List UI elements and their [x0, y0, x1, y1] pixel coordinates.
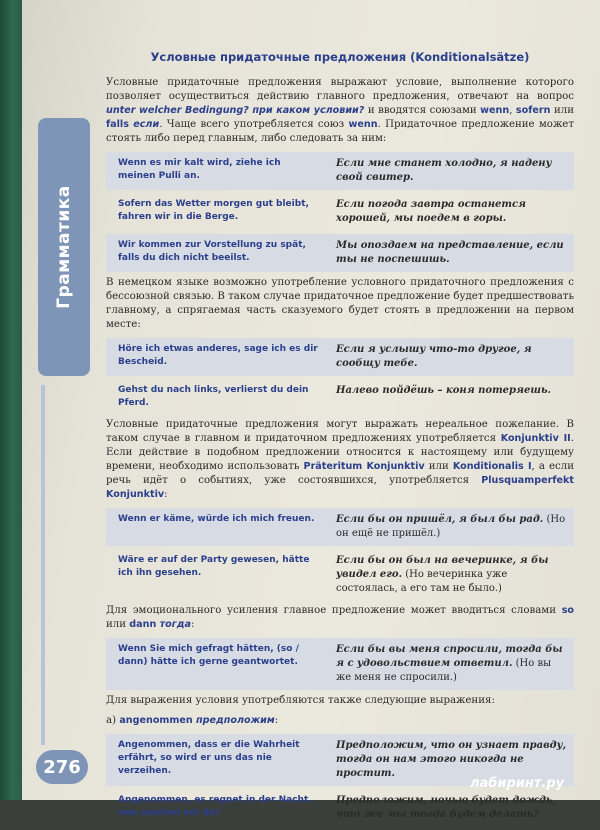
- example-german: Gehst du nach links, verlierst du dein Pferd.: [118, 385, 309, 408]
- subpoint-a: а) angenommen предположим:: [106, 715, 279, 726]
- side-decoration-line: [41, 385, 45, 745]
- page-content: [106, 50, 574, 830]
- example-russian: Если я услышу что-то другое, я сообщу тебе.: [336, 344, 532, 369]
- keyword: тогда: [159, 619, 191, 630]
- section-side-tab: [38, 118, 90, 376]
- example-german: Angenommen, dass er die Wahrheit erfährt, so wird er uns das nie verzeihen.: [118, 740, 300, 776]
- example-german: Wäre er auf der Party gewesen, hätte ich ihn gesehen.: [118, 555, 310, 578]
- example-russian: Предположим, ночью будет дождь, что же мы тогда будем делать?: [336, 795, 556, 820]
- example-row: [106, 508, 574, 546]
- example-german: Wir kommen zur Vorstellung zu spät, falls du dich nicht beeilst.: [118, 240, 306, 263]
- keyword: sofern: [515, 105, 551, 116]
- book-spine: [0, 0, 22, 800]
- keyword: wenn: [348, 119, 378, 130]
- example-row: [106, 152, 574, 190]
- keyword: Konditionalis I: [452, 461, 532, 472]
- keyword: Präteritum Konjunktiv: [303, 461, 425, 472]
- example-german: Wenn Sie mich gefragt hätten, (so / dann) hätte ich gerne geantwortet.: [118, 644, 299, 667]
- example-russian: Если мне станет холодно, я надену свой свитер.: [336, 158, 552, 183]
- page-number: 276: [36, 750, 88, 784]
- example-row: [106, 194, 574, 230]
- keyword: wenn: [480, 105, 510, 116]
- keyword: so: [561, 605, 574, 616]
- keyword: falls: [106, 119, 129, 130]
- example-russian: Если бы он пришёл, я был бы рад. (Но он ещё не пришёл.): [336, 514, 566, 539]
- example-german: Wenn er käme, würde ich mich freuen.: [118, 514, 315, 524]
- example-russian: Если погода завтра останется хорошей, мы поедем в горы.: [336, 199, 526, 224]
- section-side-tab-label: Грамматика: [54, 185, 75, 309]
- keyword: предположим: [196, 715, 275, 726]
- paragraph-expressions: Для выражения условия употребляются также следующие выражения:: [106, 695, 495, 706]
- keyword: Konjunktiv II: [500, 433, 571, 444]
- example-russian: Мы опоздаем на представление, если ты не поспешишь.: [336, 240, 564, 265]
- intro-paragraph: Условные придаточные предложения выражают условие, выполнение которого позволяет осуществиться действию главного предложения, отвечают на вопрос unter welcher Bedingung? при каком условии? и вводятся союзами wenn, sofern или falls если. Чаще всего употребляется союз wenn. Придаточное предложение может стоять либо перед главным, либо следовать за ним:: [106, 77, 574, 144]
- keyword: angenommen: [119, 715, 193, 726]
- page-title: Условные придаточные предложения (Konditionalsätze): [150, 50, 530, 64]
- example-german: Höre ich etwas anderes, sage ich es dir Bescheid.: [118, 344, 318, 367]
- paragraph-asyndetic: В немецком языке возможно употребление условного придаточного предложения с бессоюзной связью. В таком случае придаточное предложение будет предшествовать главному, а спрягаемая часть сказуемого будет стоять в предложении на первом месте:: [106, 277, 574, 330]
- example-russian: Если бы вы меня спросили, тогда бы я с удовольствием ответил. (Но вы же меня не спросили.): [336, 644, 563, 683]
- keyword: dann: [129, 619, 157, 630]
- example-row: [106, 638, 574, 690]
- example-german: Wenn es mir kalt wird, ziehe ich meinen Pulli an.: [118, 158, 281, 181]
- paragraph-emphasis: Для эмоционального усиления главное предложение может вводиться словами so или dann тогда:: [106, 605, 574, 630]
- example-row: [106, 338, 574, 376]
- example-russian: Налево пойдёшь – коня потеряешь.: [336, 385, 552, 396]
- example-russian: Если бы он был на вечеринке, я бы увидел его. (Но вечеринка уже состоялась, а его там не было.): [336, 555, 549, 594]
- example-german: Sofern das Wetter morgen gut bleibt, fahren wir in die Berge.: [118, 199, 309, 222]
- example-row: [106, 790, 574, 826]
- example-row: [106, 234, 574, 272]
- example-row: [106, 550, 574, 600]
- keyword: если: [133, 119, 160, 130]
- watermark-text: лабиринт.ру: [470, 776, 565, 791]
- keyword: Plusquamperfekt Konjunktiv: [106, 475, 574, 500]
- example-russian: Предположим, что он узнает правду, тогда он нам этого никогда не простит.: [336, 740, 567, 779]
- keyword: unter welcher Bedingung? при каком условии?: [106, 105, 365, 116]
- example-german: Angenommen, es regnet in der Nacht, was machen wir da?: [118, 795, 312, 818]
- example-row: [106, 380, 574, 414]
- paragraph-unreal: Условные придаточные предложения могут выражать нереальное пожелание. В таком случае в главном и придаточном предложениях употребляется Konjunktiv II. Если действие в подобном предложении относится к настоящему или будущему времени, необходимо использовать Präteritum Konjunktiv или Konditionalis I, а если речь идёт о событиях, уже состоявшихся, употребляется Plusquamperfekt Konjunktiv:: [106, 419, 575, 500]
